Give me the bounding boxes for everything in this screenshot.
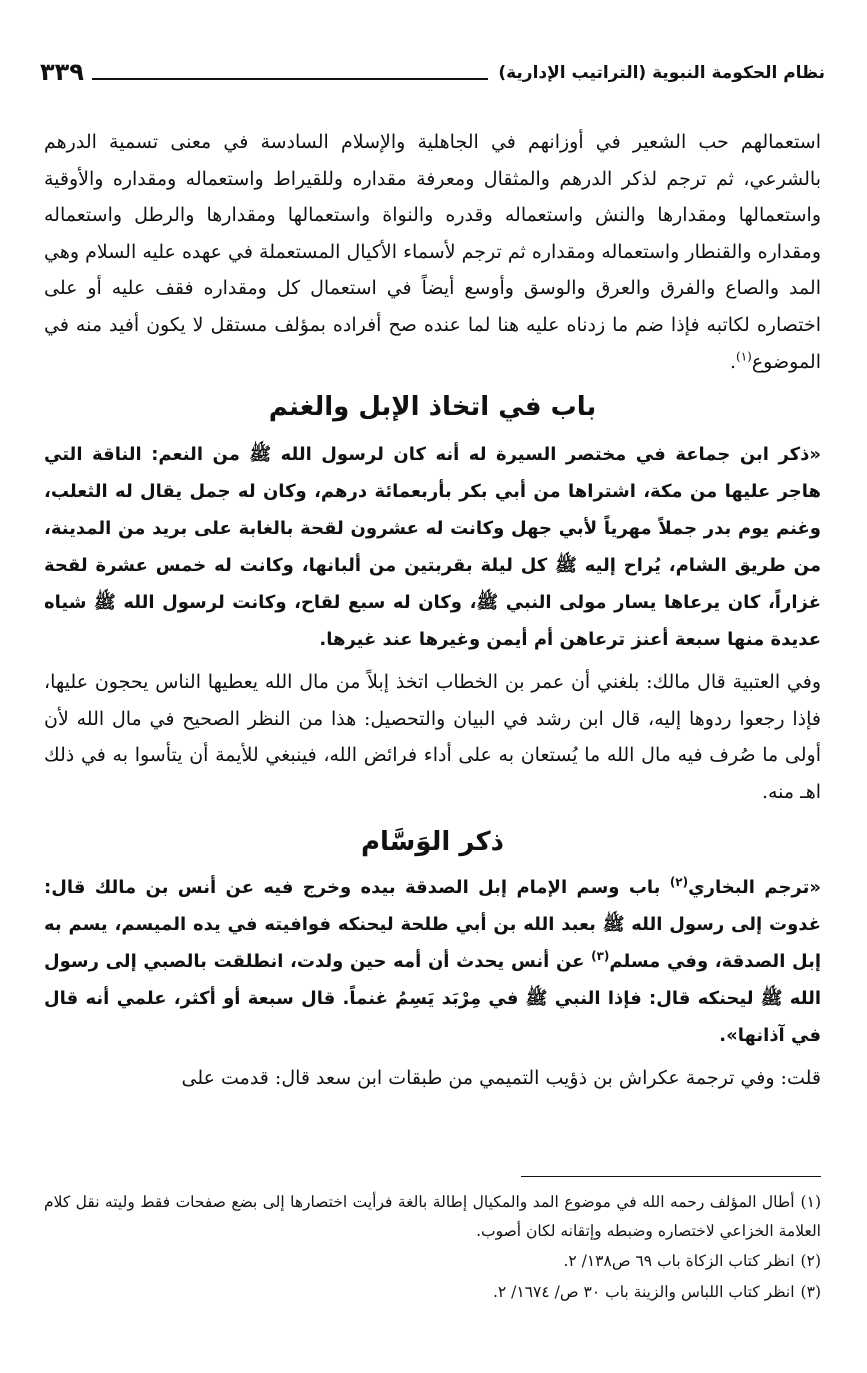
quote-part-a: «ترجم البخاري — [688, 876, 822, 898]
paragraph-ikrash: قلت: وفي ترجمة عكراش بن ذؤيب التميمي من طبقات ابن سعد قال: قدمت على — [181, 1066, 821, 1089]
main-text — [44, 124, 821, 1096]
running-header — [40, 52, 825, 86]
paragraph-weights-measures — [44, 124, 821, 380]
footnote-number: (٣) — [800, 1282, 821, 1301]
running-title: نظام الحكومة النبوية (التراتيب الإدارية) — [498, 63, 825, 83]
page-number: ٣٣٩ — [40, 58, 84, 86]
footnotes — [44, 1188, 821, 1308]
footnote-text: انظر كتاب اللباس والزينة باب ٣٠ ص/ ١٦٧٤/ ٢. — [492, 1282, 795, 1301]
paragraph-utbiyya: وفي العتبية قال مالك: بلغني أن عمر بن الخطاب اتخذ إبلاً من مال الله يعطيها الناس يحجون عليها، فإذا رجعوا ردوها إليه، قال ابن رشد في البيان والتحصيل: هذا من النظر الصحيح في مال الله لأن أولى ما صُرف فيه مال الله ما يُستعان به على أداء فرائض الله، فينبغي للأيمة أن يتأسوا به في ذلك اهـ منه. — [44, 671, 821, 803]
footnote-2 — [44, 1247, 821, 1276]
footnote-1 — [44, 1188, 821, 1245]
footnote-separator — [521, 1176, 821, 1177]
footnote-ref-3: (٣) — [591, 948, 610, 963]
quote-part-c: عن أنس يحدث أن أمه حين ولدت، انطلقت بالصبي إلى رسول الله ﷺ ليحنكه قال: فإذا النبي ﷺ في مِرْبَد يَسِمُ غنماً. قال سبعة أو أكثر، علمي أنه قال في آذانها». — [44, 950, 821, 1046]
section-heading-camels-sheep: باب في اتخاذ الإبل والغنم — [268, 392, 597, 423]
header-rule — [92, 78, 488, 80]
section-heading-branding: ذكر الوَسَّام — [360, 826, 505, 857]
footnote-number: (١) — [800, 1193, 821, 1211]
footnote-number: (٢) — [800, 1252, 821, 1270]
footnote-ref-1: (١) — [736, 349, 752, 364]
footnote-3 — [44, 1278, 821, 1307]
footnote-text: أطال المؤلف رحمه الله في موضوع المد والمكيال إطالة بالغة فرأيت اختصارها إلى بضع صفحات فقط وليته نقل كلام العلامة الخزاعي لاختصاره وضبطه وإتقانه لكان أصوب. — [44, 1193, 821, 1240]
footnote-ref-2: (٢) — [669, 874, 689, 889]
paragraph-end: . — [729, 350, 737, 373]
quote-part-b: باب وسم الإمام إبل الصدقة بيده وخرج فيه عن أنس بن مالك قال: غدوت إلى رسول الله ﷺ بعبد الله بن أبي طلحة ليحنكه فوافيته في يده الميسم، يسم به إبل الصدقة، وفي مسلم — [44, 876, 821, 972]
paragraph-bukhari-quote — [44, 869, 821, 1054]
paragraph-ibn-jamaa-quote: «ذكر ابن جماعة في مختصر السيرة له أنه كان لرسول الله ﷺ من النعم: الناقة التي هاجر عليها من مكة، اشتراها من أبي بكر بأربعمائة درهم، وكان له جمل يقال له الثعلب، وغنم يوم بدر جملاً مهرياً لأبي جهل وكانت له عشرون لقحة بالغابة على بريد من المدينة، من طريق الشام، يُراح إليه ﷺ كل ليلة بقربتين من ألبانها، وكانت له خمس عشرة لقحة غزاراً، كان يرعاها يسار مولى النبي ﷺ، وكان له سبع لقاح، وكانت لرسول الله ﷺ شياه عديدة منها سبعة أعنز ترعاهن أم أيمن وغيرها عند غيرها. — [44, 444, 821, 651]
paragraph-text: استعمالهم حب الشعير في أوزانهم في الجاهلية والإسلام السادسة في معنى تسمية الدرهم بالشرعي، ثم ترجم لذكر الدرهم والمثقال ومعرفة مقداره وللقيراط واستعماله ومقداره والأوقية واستعمالها ومقدارها والنش واستعماله وقدره والنواة واستعمالها ومقدارها والرطل واستعماله ومقداره والقنطار واستعماله ومقداره ثم ترجم لأسماء الأكيال المستعملة في عهده عليه السلام وهي المد والصاع والفرق والعرق والوسق وأوسع أيضاً في استعمال كل ومقداره فقف عليه أو على اختصاره لكاتبه فإذا ضم ما زدناه عليه هنا لما عنده صح أفراده بمؤلف مستقل لا يكون أفيد منه في الموضوع — [44, 131, 821, 373]
footnote-text: انظر كتاب الزكاة باب ٦٩ ص١٣٨/ ٢. — [563, 1252, 795, 1270]
